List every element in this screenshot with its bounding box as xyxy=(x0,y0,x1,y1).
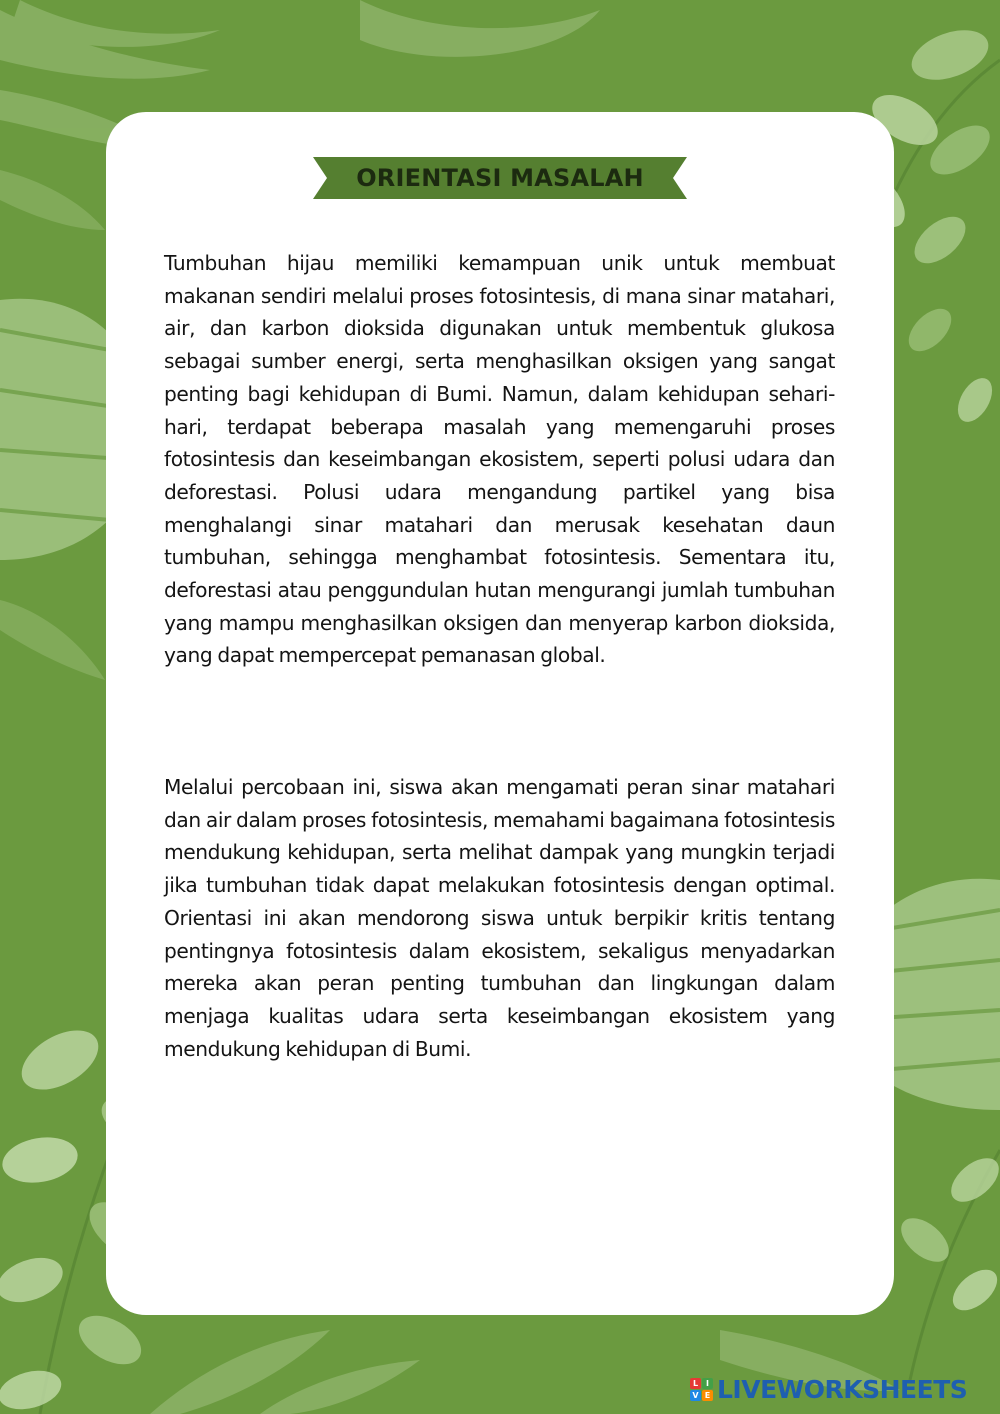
bottom-right-branch-icon xyxy=(893,1150,1000,1380)
liveworksheets-logo[interactable] xyxy=(690,1372,967,1406)
paragraph-1: Tumbuhan hijau memiliki kemampuan unik untuk membuat makanan sendiri melalui proses fotosintesis, di mana sinar matahari, air, dan karbon dioksida digunakan untuk membentuk glukosa sebagai sumber energi, serta menghasilkan oksigen yang sangat penting bagi kehidupan di Bumi. Namun, dalam kehidupan sehari-hari, terdapat beberapa masalah yang memengaruhi proses fotosintesis dan keseimbangan ekosistem, seperti polusi udara dan deforestasi. Polusi udara mengandung partikel yang bisa menghalangi sinar matahari dan merusak kesehatan daun tumbuhan, sehingga menghambat fotosintesis. Sementara itu, deforestasi atau penggundulan hutan mengurangi jumlah tumbuhan yang mampu menghasilkan oksigen dan menyerap karbon dioksida, yang dapat mempercepat pemanasan global. xyxy=(164,251,835,668)
logo-tile-v: V xyxy=(690,1390,701,1401)
title-banner xyxy=(313,157,687,199)
page-title: ORIENTASI MASALAH xyxy=(356,164,644,192)
logo-tiles xyxy=(690,1378,713,1401)
logo-text: LIVEWORKSHEETS xyxy=(717,1374,968,1404)
paragraph-2: Melalui percobaan ini, siswa akan mengamati peran sinar matahari dan air dalam proses fotosintesis, memahami bagaimana fotosintesis mendukung kehidupan, serta melihat dampak yang mungkin terjadi jika tumbuhan tidak dapat melakukan fotosintesis dengan optimal. Orientasi ini akan mendorong siswa untuk berpikir kritis tentang pentingnya fotosintesis dalam ekosistem, sekaligus menyadarkan mereka akan peran penting tumbuhan dan lingkungan dalam menjaga kualitas udara serta keseimbangan ekosistem yang mendukung kehidupan di Bumi. xyxy=(164,775,835,1061)
top-center-leaf-icon xyxy=(360,0,600,57)
logo-tile-i: I xyxy=(702,1378,713,1389)
logo-tile-l: L xyxy=(690,1378,701,1389)
logo-tile-e: E xyxy=(702,1390,713,1401)
